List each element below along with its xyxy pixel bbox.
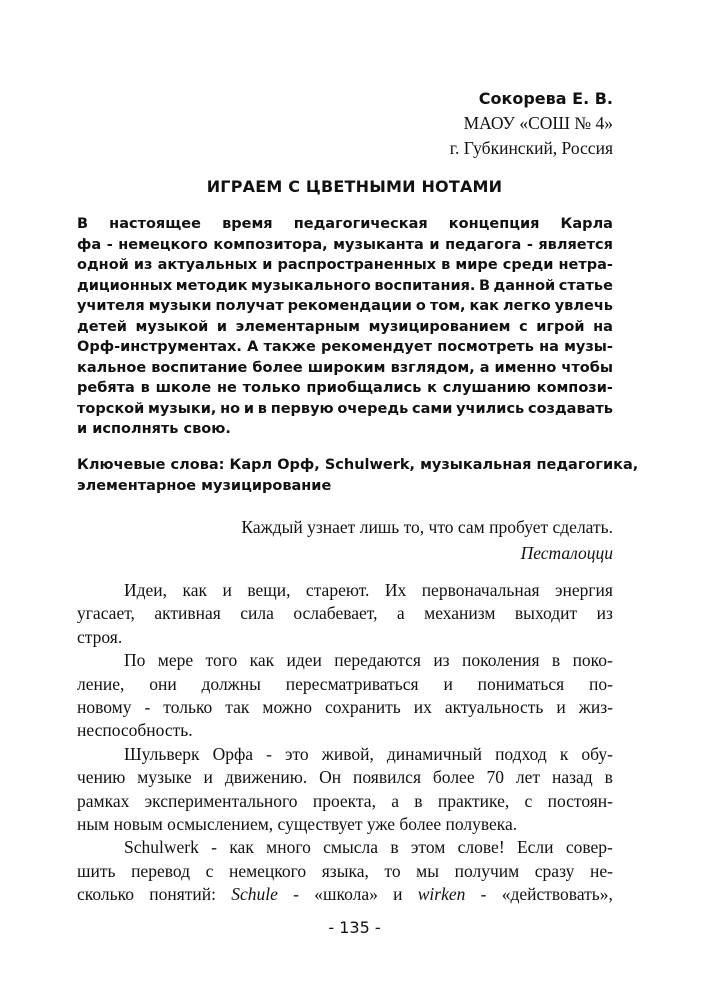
word: wirken [417, 884, 466, 905]
word: В [478, 277, 491, 294]
word: музы- [564, 339, 613, 355]
word: вещи, [247, 580, 291, 600]
word: музыки, [148, 400, 217, 417]
word: только [242, 380, 301, 396]
word: шить [77, 860, 116, 881]
word: музыканта [333, 236, 424, 253]
word: музыкой [135, 318, 209, 335]
word: и [203, 767, 213, 788]
word: первоначальная [421, 580, 540, 600]
word: является [538, 236, 613, 253]
word: слушанию [442, 380, 531, 396]
word: диционных [77, 277, 173, 294]
word: в [140, 380, 150, 396]
word: настоящее [109, 216, 201, 232]
word: - [106, 236, 113, 253]
word: сразу [534, 860, 575, 881]
word: лет [515, 767, 541, 788]
abstract-line: и исполнять свою. [77, 421, 231, 437]
word: широким [307, 359, 386, 376]
word: и [443, 673, 453, 694]
word: проекта, [312, 790, 376, 811]
word: так [225, 697, 250, 718]
word: Schule [231, 884, 278, 905]
word: «действовать», [501, 884, 613, 905]
word: рекомендации [287, 298, 412, 314]
word: живой, [321, 743, 374, 764]
body-line: ным новым осмыслением, существует уже более полувека. [77, 814, 518, 835]
word: новому [77, 697, 132, 718]
word: поколения [461, 650, 540, 671]
word: из [433, 650, 450, 671]
word: в [441, 257, 451, 273]
word: как [469, 298, 499, 314]
word: школе [155, 380, 212, 396]
abstract-line [77, 378, 613, 399]
body-line [77, 790, 613, 813]
word: экспериментального [144, 790, 298, 811]
word: музицированием [368, 318, 511, 335]
word: и [393, 884, 403, 905]
word: В [77, 216, 89, 232]
word: появился [352, 767, 421, 788]
word: музыке [137, 767, 192, 788]
author-school: МАОУ «СОШ № 4» [463, 113, 613, 133]
word: понятий: [149, 884, 217, 905]
word: Орф-инструментах. [77, 339, 242, 355]
word: - [526, 236, 533, 253]
word: рекомендует [320, 339, 433, 355]
word: немецкого [228, 860, 307, 881]
word: как [182, 580, 208, 600]
word: языка, [321, 860, 369, 881]
word: подход [495, 743, 547, 764]
body-line [77, 836, 613, 859]
word: энергия [554, 580, 613, 600]
word: увлечь [554, 298, 613, 314]
word: к [427, 380, 437, 396]
word: а [396, 603, 405, 624]
word: также [263, 339, 316, 355]
abstract-line [77, 358, 613, 379]
word: - [144, 697, 151, 718]
word: элементарным [235, 318, 360, 335]
abstract-line [77, 235, 613, 256]
epigraph [241, 514, 613, 566]
word: как [249, 650, 275, 671]
word: смысла [323, 837, 379, 858]
author-name: Сокорева Е. В. [478, 89, 613, 108]
word: с [524, 790, 533, 811]
word: очередь [337, 400, 409, 417]
word: среди [502, 257, 554, 273]
word: а [479, 359, 490, 376]
body-line [77, 743, 613, 766]
abstract-line [77, 214, 613, 235]
abstract-line [77, 276, 613, 297]
word: динамичный [386, 743, 483, 764]
word: не- [589, 860, 613, 881]
word: данной [493, 277, 556, 294]
word: актуальность [444, 697, 544, 718]
word: того [205, 650, 238, 671]
word: в [551, 650, 561, 671]
word: воспитания. [374, 277, 476, 294]
word: учились [456, 400, 525, 417]
abstract-line [77, 337, 613, 358]
word: посмотреть [437, 339, 534, 355]
article-title: ИГРАЕМ С ЦВЕТНЫМИ НОТАМИ [206, 177, 503, 196]
word: педагогическая [293, 216, 428, 232]
word: Шульверк [124, 743, 200, 764]
word: совер- [565, 837, 613, 858]
word: сила [240, 603, 274, 624]
keywords-line: Ключевые слова: Карл Орф, Schulwerk, музыкальная педагогика, [77, 457, 639, 473]
word: их [413, 697, 432, 718]
word: приобщались [306, 380, 422, 396]
word: с [519, 318, 528, 335]
word: и [262, 257, 273, 273]
word: музыки [148, 298, 212, 314]
word: актуальных [157, 257, 258, 273]
word: том, [429, 298, 466, 314]
word: Schulwerk [124, 837, 199, 858]
abstract-line [77, 399, 613, 420]
word: они [149, 673, 177, 694]
word: чению [77, 767, 126, 788]
body-line [77, 602, 613, 625]
word: сколько [77, 884, 134, 905]
word: учителя [77, 298, 145, 314]
word: стареют. [305, 580, 370, 600]
word: 70 [486, 767, 505, 788]
word: Он [319, 767, 342, 788]
word: Карла [560, 216, 613, 232]
word: движению. [224, 767, 308, 788]
word: музыкального [251, 277, 371, 294]
body-line [77, 883, 613, 906]
word: А [247, 339, 259, 355]
word: постоян- [547, 790, 613, 811]
word: то [384, 860, 401, 881]
word: не [217, 380, 237, 396]
word: время [222, 216, 273, 232]
word: чтобы [561, 359, 613, 376]
word: механизм [424, 603, 496, 624]
word: в [604, 767, 613, 788]
word: одной [77, 257, 129, 273]
word: перевод [131, 860, 191, 881]
word: из [596, 603, 613, 624]
word: получат [215, 298, 284, 314]
body-line: строя. [77, 626, 123, 647]
word: активная [154, 603, 221, 624]
word: и [556, 697, 566, 718]
word: в [257, 400, 267, 417]
word: по- [589, 673, 613, 694]
word: но [220, 400, 241, 417]
word: концепция [448, 216, 540, 232]
word: только [163, 697, 213, 718]
word: распространенных [277, 257, 437, 273]
word: Их [384, 580, 407, 600]
word: Если [516, 837, 554, 858]
word: статье [558, 277, 613, 294]
word: это [285, 743, 309, 764]
word: и [216, 318, 228, 335]
word: Идеи, [124, 580, 168, 600]
word: ослабевает, [293, 603, 378, 624]
word: торской [77, 400, 145, 417]
word: на [539, 339, 559, 355]
abstract-line [77, 317, 613, 338]
word: жиз- [578, 697, 613, 718]
word: педагога [445, 236, 522, 253]
word: мы [416, 860, 440, 881]
word: кальное [77, 359, 147, 376]
word: этом [410, 837, 446, 858]
keywords-line: элементарное музицирование [77, 478, 332, 494]
word: в [414, 790, 423, 811]
word: пониматься [477, 673, 565, 694]
word: в [390, 837, 399, 858]
word: воспитание [151, 359, 248, 376]
word: игрой [536, 318, 585, 335]
word: «школа» [314, 884, 378, 905]
word: пересматриваться [285, 673, 419, 694]
word: более [432, 767, 475, 788]
word: первую [270, 400, 334, 417]
word: методик [175, 277, 248, 294]
word: - [293, 884, 299, 905]
word: на [593, 318, 613, 335]
page-number: - 135 - [328, 918, 381, 937]
word: можно [262, 697, 313, 718]
word: и [243, 400, 255, 417]
word: немецкого [118, 236, 208, 253]
word: о [415, 298, 426, 314]
body-line [77, 696, 613, 719]
body-line [77, 579, 613, 602]
word: обу- [581, 743, 613, 764]
epigraph-quote: Каждый узнает лишь то, что сам пробует сделать. [241, 517, 613, 537]
word: - [480, 884, 487, 905]
word: и [222, 580, 232, 600]
word: практике, [437, 790, 510, 811]
word: легко [502, 298, 551, 314]
word: нетра- [558, 257, 613, 273]
word: из [133, 257, 153, 273]
word: должны [201, 673, 261, 694]
word: а [391, 790, 400, 811]
author-block [450, 86, 613, 161]
epigraph-author: Песталоцци [520, 543, 613, 563]
word: поко- [572, 650, 613, 671]
word: рамках [77, 790, 130, 811]
word: ребята [77, 380, 135, 396]
word: именно [494, 359, 557, 376]
author-city: г. Губкинский, Россия [449, 138, 613, 158]
body-text [77, 579, 613, 907]
word: - [211, 837, 217, 858]
word: сохранить [325, 697, 401, 718]
word: мере [157, 650, 194, 671]
word: создавать [527, 400, 613, 417]
word: более [252, 359, 303, 376]
word: передаются [334, 650, 421, 671]
keywords [77, 455, 639, 497]
word: назад [551, 767, 593, 788]
word: компози- [536, 380, 613, 396]
word: - [266, 743, 272, 764]
word: и [429, 236, 440, 253]
word: получим [454, 860, 520, 881]
word: По [124, 650, 146, 671]
word: композитора, [213, 236, 328, 253]
abstract-line [77, 255, 613, 276]
word: много [266, 837, 311, 858]
abstract [77, 214, 613, 440]
body-line: неспособность. [77, 720, 193, 741]
word: ление, [77, 673, 125, 694]
word: слове! [457, 837, 505, 858]
abstract-line [77, 296, 613, 317]
body-line [77, 649, 613, 672]
word: фа [77, 236, 102, 253]
word: Орфа [212, 743, 254, 764]
word: как [229, 837, 254, 858]
body-line [77, 766, 613, 789]
word: с [205, 860, 214, 881]
word: к [559, 743, 569, 764]
body-line [77, 860, 613, 883]
word: мире [455, 257, 498, 273]
body-line [77, 673, 613, 696]
word: сами [411, 400, 453, 417]
word: взглядом, [390, 359, 475, 376]
word: идеи [286, 650, 322, 671]
word: угасает, [77, 603, 135, 624]
word: выходит [514, 603, 578, 624]
word: детей [77, 318, 127, 335]
